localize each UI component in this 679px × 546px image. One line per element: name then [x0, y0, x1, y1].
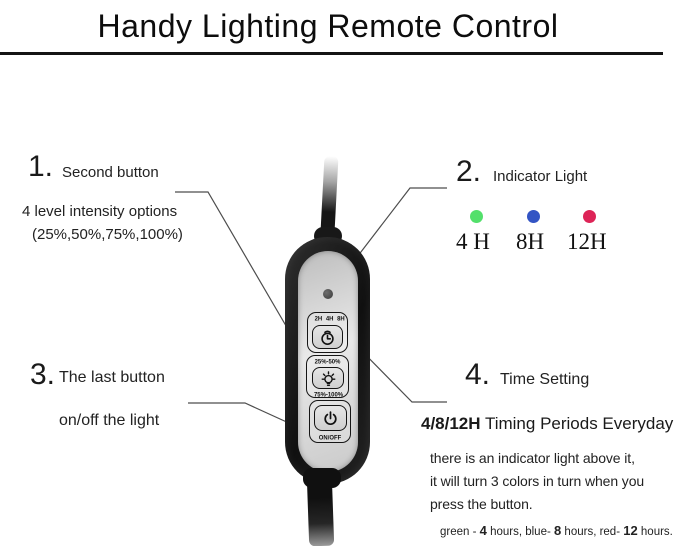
callout-1-number: 1.	[28, 150, 54, 183]
timer-button-group	[307, 312, 348, 353]
power-button-label: ON/OFF	[318, 434, 342, 441]
footnote-seg: hours.	[637, 526, 673, 538]
intensity-button-group	[306, 355, 349, 398]
legend-label-12h: 12H	[567, 229, 607, 254]
footnote-seg: green -	[440, 526, 480, 538]
timer-button-label: 2H 4H 8H	[314, 315, 345, 322]
footnote-8: 8	[554, 523, 562, 538]
callout-2-label: Indicator Light	[493, 168, 588, 185]
timing-subtitle	[421, 414, 673, 434]
timing-subtitle-rest: Timing Periods Everyday	[480, 414, 674, 433]
callout-3-number: 3.	[30, 358, 56, 391]
callout-4-number: 4.	[465, 358, 491, 391]
power-button	[314, 405, 347, 431]
intensity-label-top: 25%-50%	[314, 358, 341, 365]
indicator-note-line-1: there is an indicator light above it,	[430, 450, 635, 466]
title-divider	[0, 52, 663, 55]
intensity-button	[312, 367, 344, 389]
footnote-12: 12	[623, 523, 638, 538]
callout-1-desc-1: 4 level intensity options	[22, 203, 178, 220]
callout-2-number: 2.	[456, 155, 482, 188]
footnote-4: 4	[479, 523, 487, 538]
callout-3-desc-1: on/off the light	[59, 412, 160, 429]
blue-indicator-dot	[527, 210, 540, 223]
color-duration-footnote	[440, 523, 673, 538]
remote-cable-bottom	[307, 482, 334, 546]
indicator-note-line-2: it will turn 3 colors in turn when you	[430, 473, 645, 489]
callout-1-label: Second button	[62, 164, 159, 181]
power-button-group	[309, 400, 351, 443]
page-title: Handy Lighting Remote Control	[97, 8, 559, 44]
intensity-label-bottom: 75%-100%	[313, 391, 344, 398]
footnote-seg: hours, blue-	[486, 526, 554, 538]
callout-1-desc-2: (25%,50%,75%,100%)	[32, 226, 183, 243]
red-indicator-dot	[583, 210, 596, 223]
timer-clock-icon	[319, 329, 336, 346]
green-indicator-dot	[470, 210, 483, 223]
indicator-note-line-3: press the button.	[430, 496, 533, 512]
indicator-led	[323, 289, 333, 299]
legend-label-4h: 4 H	[456, 229, 490, 254]
legend-label-8h: 8H	[516, 229, 545, 254]
bulb-icon	[320, 370, 337, 387]
power-icon	[322, 410, 339, 427]
callout-4-label: Time Setting	[500, 371, 590, 388]
callout-3-label: The last button	[59, 369, 165, 386]
timer-button	[312, 325, 343, 349]
footnote-seg: hours, red-	[561, 526, 624, 538]
timing-subtitle-bold: 4/8/12H	[421, 414, 481, 433]
